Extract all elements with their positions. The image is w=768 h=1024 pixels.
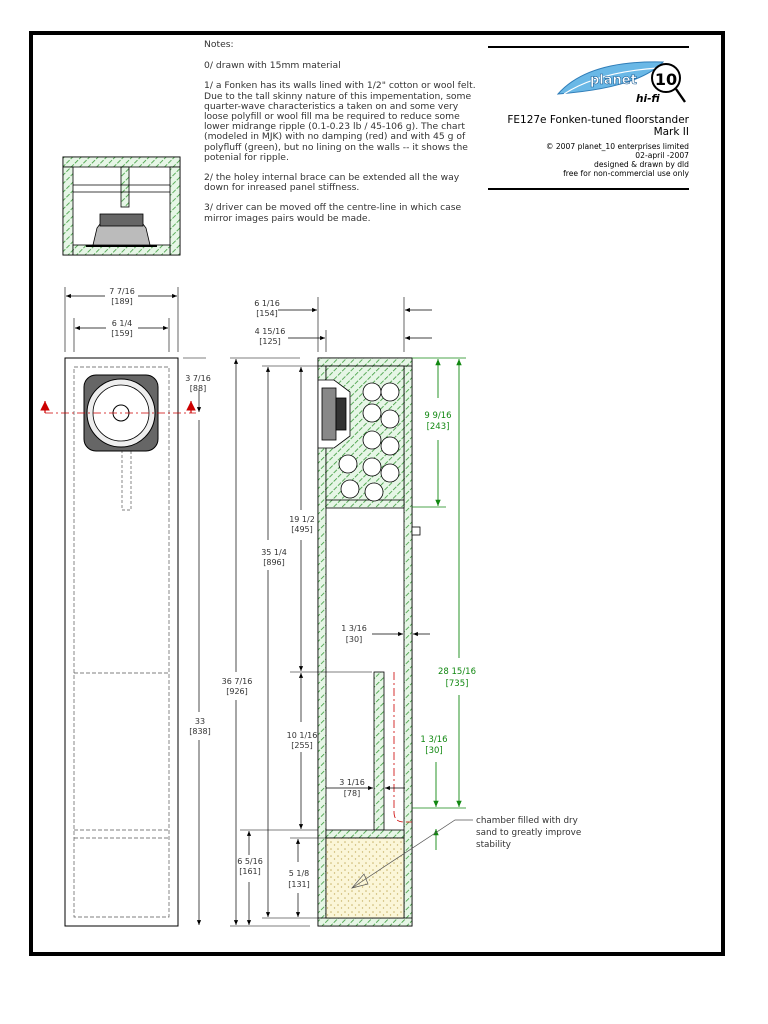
dim-outer-height: 36 7/16: [221, 677, 253, 686]
dim-slot-13a: 1 3/16: [341, 624, 367, 633]
dim-slot-13b: 1 3/16: [420, 735, 448, 745]
license-text: free for non-commercial use only: [563, 169, 689, 178]
dim-base-6-mm: [161]: [239, 867, 261, 876]
title-line-1: FE127e Fonken-tuned floorstander: [507, 114, 689, 126]
front-view: [45, 358, 196, 926]
dim-slot-13a-mm: [30]: [345, 635, 363, 644]
dim-base-6: 6 5/16: [237, 857, 263, 866]
side-section-view: [318, 358, 420, 926]
dim-chamber-10-mm: [255]: [291, 741, 313, 750]
note-1: 1/ a Fonken has its walls lined with 1/2" cotton or wool felt. Due to the tall skinny nature of this impementation, some quarter-wave characteristics a taken on and some very loose polyfill or wool fill ma be required to reduce some lower midrange ripple (0.1-0.23 lb / 45-106 g). The chart (modeled in MJK) with no damping (red) and with 45 g of polyfluff (green), but no lining on the walls -- it shows the potenial for ripple.: [204, 80, 476, 163]
annotation-line-1: chamber filled with dry: [476, 816, 578, 826]
dim-overall-width: 7 7/16: [109, 287, 135, 296]
author-text: designed & drawn by dld: [594, 160, 689, 169]
dim-sand-5: 5 1/8: [288, 869, 310, 878]
dim-top-9-mm: [243]: [426, 422, 450, 432]
dim-line-28: 28 15/16: [437, 667, 477, 677]
dim-slot-13b-mm: [30]: [425, 746, 443, 756]
line-dimensions: [412, 358, 476, 850]
dim-top-9: 9 9/16: [424, 411, 452, 421]
dim-driver-height-mm: [88]: [189, 384, 207, 393]
dim-outer-height-mm: [926]: [226, 687, 248, 696]
logo-word: planet: [590, 73, 637, 88]
note-0: 0/ drawn with 15mm material: [204, 60, 341, 72]
date-text: 02-april -2007: [635, 151, 689, 160]
dim-brace-19-mm: [495]: [291, 525, 313, 534]
dim-port-3: 3 1/16: [339, 778, 365, 787]
title-line-2: Mark II: [653, 126, 689, 138]
annotation-line-2: sand to greatly improve: [476, 828, 582, 838]
notes-heading: Notes:: [204, 39, 234, 50]
top-section-view: [63, 157, 180, 255]
note-3: 3/ driver can be moved off the centre-line in which case mirror images pairs would be made.: [204, 202, 462, 224]
dim-port-3-mm: [78]: [343, 789, 361, 798]
dim-top-depth-mm: [154]: [256, 309, 278, 318]
dim-height-35-mm: [896]: [263, 558, 285, 567]
dim-top-depth: 6 1/16: [254, 299, 280, 308]
dim-line-28-mm: [735]: [445, 679, 469, 689]
dim-height-35: 35 1/4: [261, 548, 287, 557]
logo-hifi: hi-fi: [636, 93, 660, 105]
logo-number: 10: [654, 70, 678, 89]
dim-inner-depth: 4 15/16: [254, 327, 286, 336]
dim-driver-height: 3 7/16: [185, 374, 211, 383]
dim-inner-depth-mm: [125]: [259, 337, 281, 346]
dim-brace-19: 19 1/2: [289, 515, 315, 524]
dim-inner-width: 6 1/4: [111, 319, 133, 328]
dim-inner-height: 33: [194, 717, 206, 726]
dim-chamber-10: 10 1/16: [286, 731, 318, 740]
dim-overall-width-mm: [189]: [111, 297, 133, 306]
dim-inner-width-mm: [159]: [111, 329, 133, 338]
note-2: 2/ the holey internal brace can be extended all the way down for inreased panel stiffness.: [204, 172, 460, 194]
annotation-line-3: stability: [476, 840, 511, 850]
dim-sand-5-mm: [131]: [288, 880, 310, 889]
copyright-text: © 2007 planet_10 enterprises limited: [545, 142, 689, 151]
dim-inner-height-mm: [838]: [189, 727, 211, 736]
